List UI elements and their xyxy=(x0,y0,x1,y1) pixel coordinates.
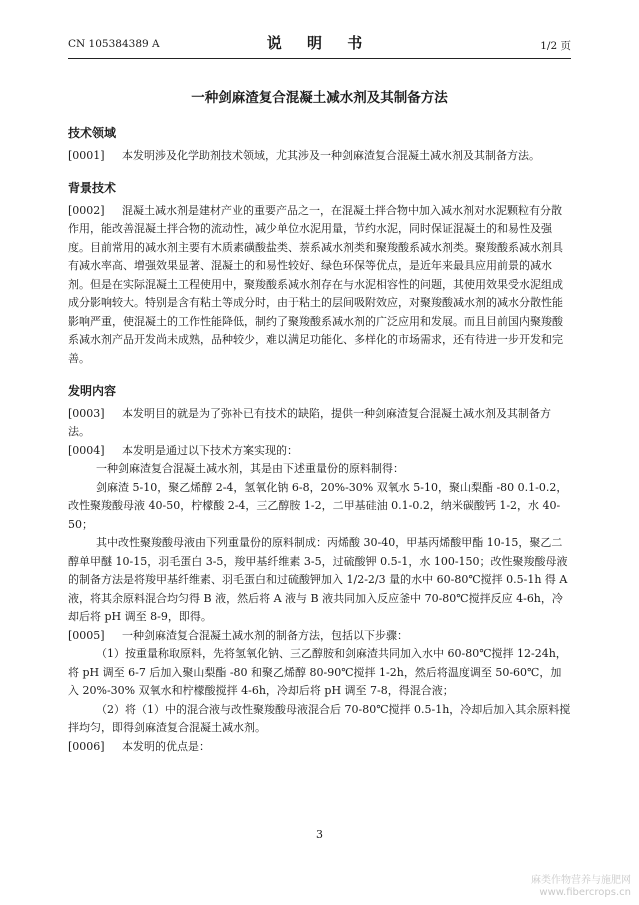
paragraph-0005-a: （1）按重量称取原料，先将氢氧化钠、三乙醇胺和剑麻渣共同加入水中 60-80℃搅拌 12-24h，将 pH 调至 6-7 后加入聚山梨酯 -80 和聚乙烯醇 80-90℃搅拌 1-2h，然后将温度调至 50-60℃，加入 20%-30% 双氧水和柠檬酸搅拌 4-6h，冷却后将 pH 调至 7-8，得混合液； xyxy=(68,647,567,697)
paragraph-0006 xyxy=(68,738,571,757)
paragraph-0003 xyxy=(68,405,571,442)
paragraph-number: [0004] xyxy=(68,443,105,457)
paragraph-number: [0002] xyxy=(68,203,105,217)
page-number: 3 xyxy=(316,828,323,841)
watermark-line1: 麻类作物营养与施肥网 xyxy=(531,875,631,886)
paragraph-number: [0003] xyxy=(68,406,105,420)
section-heading-invention: 发明内容 xyxy=(68,384,117,398)
paragraph-0004-a: 一种剑麻渣复合混凝土减水剂，其是由下述重量份的原料制得： xyxy=(96,462,404,475)
paragraph-text: 混凝土减水剂是建材产业的重要产品之一，在混凝土拌合物中加入减水剂对水泥颗粒有分散作用，能改善混凝土拌合物的流动性，减少单位水泥用量，节约水泥，同时保证混凝土的和易性及强度。目前常用的减水剂主要有木质素磺酸盐类、萘系减水剂类和聚羧酸系减水剂类。聚羧酸系减水剂具有减水率高、增强效果显著、混凝土的和易性较好、绿色环保等优点，是近年来最具应用前景的减水剂。但是在实际混凝土工程使用中，聚羧酸系减水剂存在与水泥相容性的问题，其使用效果受水泥组成成分影响较大。特别是含有粘土等成分时，由于粘土的层间吸附效应，对聚羧酸减水剂的减水分散性能影响严重，使混凝土的工作性能降低，制约了聚羧酸系减水剂的广泛应用和发展。而且目前国内聚羧酸系减水剂产品开发尚未成熟，品种较少，难以满足功能化、多样化的市场需求，还有待进一步开发和完善。 xyxy=(68,203,563,365)
paragraph-text: 一种剑麻渣复合混凝土减水剂的制备方法，包括以下步骤： xyxy=(122,628,408,642)
paragraph-number: [0006] xyxy=(68,739,105,753)
header-rule xyxy=(68,58,571,59)
paragraph-text: 本发明涉及化学助剂技术领域，尤其涉及一种剑麻渣复合混凝土减水剂及其制备方法。 xyxy=(122,148,540,162)
paragraph-0005-b: （2）将（1）中的混合液与改性聚羧酸母液混合后 70-80℃搅拌 0.5-1h，冷却后加入其余原料搅拌均匀，即得剑麻渣复合混凝土减水剂。 xyxy=(68,702,571,734)
paragraph-text: 本发明是通过以下技术方案实现的： xyxy=(122,443,298,457)
paragraph-number: [0001] xyxy=(68,148,105,162)
paragraph-0002 xyxy=(68,202,571,369)
watermark xyxy=(531,875,631,899)
doc-number: CN 105384389 A xyxy=(68,38,160,50)
paragraph-text: 本发明目的就是为了弥补已有技术的缺陷，提供一种剑麻渣复合混凝土减水剂及其制备方法。 xyxy=(68,406,551,438)
page-of: 1/2 页 xyxy=(540,40,571,52)
paragraph-0005 xyxy=(68,627,571,646)
document-title: 一种剑麻渣复合混凝土减水剂及其制备方法 xyxy=(191,90,448,106)
paragraph-text: 本发明的优点是： xyxy=(122,739,210,753)
document-body xyxy=(68,124,571,756)
paragraph-0004 xyxy=(68,442,571,461)
section-heading-tech-field: 技术领域 xyxy=(68,126,117,140)
watermark-line2: www.fibercrops.cn xyxy=(539,887,631,898)
paragraph-0004-c: 其中改性聚羧酸母液由下列重量份的原料制成：丙烯酸 30-40，甲基丙烯酸甲酯 10-15，聚乙二醇单甲醚 10-15，羽毛蛋白 3-5，羧甲基纤维素 3-5，过硫酸钾 0.5-1，水 100-150；改性聚羧酸母液的制备方法是将羧甲基纤维素、羽毛蛋白和过硫酸钾加入 1/2-2/3 量的水中 60-80℃搅拌 0.5-1h 得 A 液，将其余原料混合均匀得 B 液，然后将 A 液与 B 液共同加入反应釜中 70-80℃搅拌反应 4-6h，冷却后将 pH 调至 8-9，即得。 xyxy=(68,536,568,623)
paragraph-0001 xyxy=(68,147,571,166)
paragraph-0004-b: 剑麻渣 5-10，聚乙烯醇 2-4，氢氧化钠 6-8，20%-30% 双氧水 5-10，聚山梨酯 -80 0.1-0.2，改性聚羧酸母液 40-50，柠檬酸 2-4，三乙醇胺 1-2，二甲基硅油 0.1-0.2，纳米碳酸钙 1-2，水 40-50； xyxy=(68,480,568,531)
page-header xyxy=(68,32,571,54)
paragraph-number: [0005] xyxy=(68,628,105,642)
doc-type: 说 明 书 xyxy=(266,34,373,52)
section-heading-background: 背景技术 xyxy=(68,181,117,195)
